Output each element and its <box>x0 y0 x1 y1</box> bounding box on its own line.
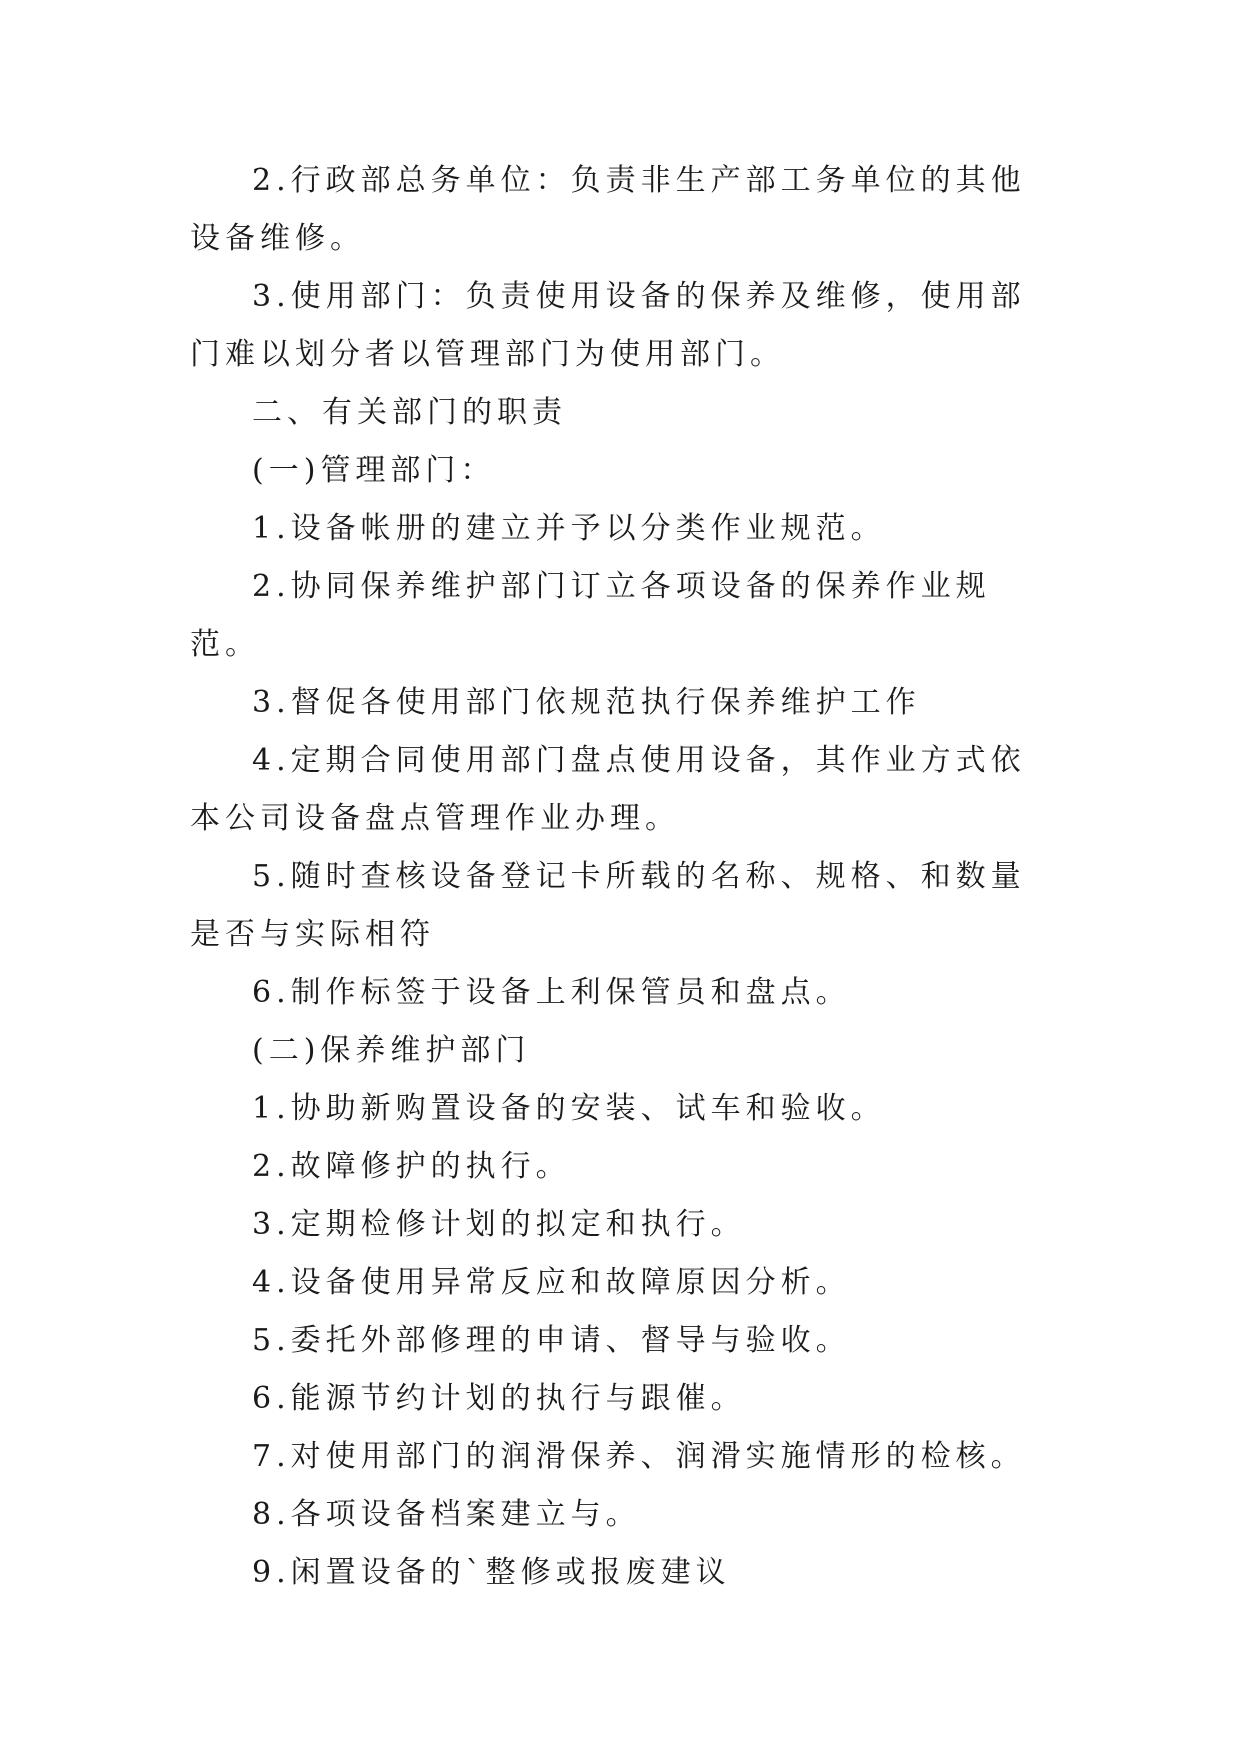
list-item: 4.定期合同使用部门盘点使用设备，其作业方式依本公司设备盘点管理作业办理。 <box>190 743 1026 836</box>
list-item: 2.协同保养维护部门订立各项设备的保养作业规范。 <box>190 569 991 662</box>
list-item: 1.设备帐册的建立并予以分类作业规范。 <box>252 511 886 546</box>
list-item: 4.设备使用异常反应和故障原因分析。 <box>252 1265 851 1300</box>
list-item: 6.能源节约计划的执行与跟催。 <box>252 1381 746 1416</box>
list-item: 3.定期检修计划的拟定和执行。 <box>252 1207 746 1242</box>
subsection-heading-management: (一)管理部门： <box>252 453 496 488</box>
paragraph-user-dept: 3.使用部门：负责使用设备的保养及维修，使用部门难以划分者以管理部门为使用部门。 <box>190 279 1026 372</box>
list-item: 3.督促各使用部门依规范执行保养维护工作 <box>252 685 921 720</box>
subsection-heading-maintenance: (二)保养维护部门 <box>252 1033 531 1068</box>
list-item: 6.制作标签于设备上利保管员和盘点。 <box>252 975 851 1010</box>
section-heading-responsibilities: 二、有关部门的职责 <box>252 395 567 430</box>
list-item: 9.闲置设备的`整修或报废建议 <box>252 1555 731 1590</box>
list-item: 1.协助新购置设备的安装、试车和验收。 <box>252 1091 886 1126</box>
list-item: 5.委托外部修理的申请、督导与验收。 <box>252 1323 851 1358</box>
list-item: 8.各项设备档案建立与。 <box>252 1497 641 1532</box>
document-body <box>190 152 1050 1602</box>
list-item: 2.故障修护的执行。 <box>252 1149 571 1184</box>
paragraph-admin-dept: 2.行政部总务单位：负责非生产部工务单位的其他设备维修。 <box>190 163 1026 256</box>
list-item: 7.对使用部门的润滑保养、润滑实施情形的检核。 <box>252 1439 1026 1474</box>
list-item: 5.随时查核设备登记卡所载的名称、规格、和数量是否与实际相符 <box>190 859 1026 952</box>
